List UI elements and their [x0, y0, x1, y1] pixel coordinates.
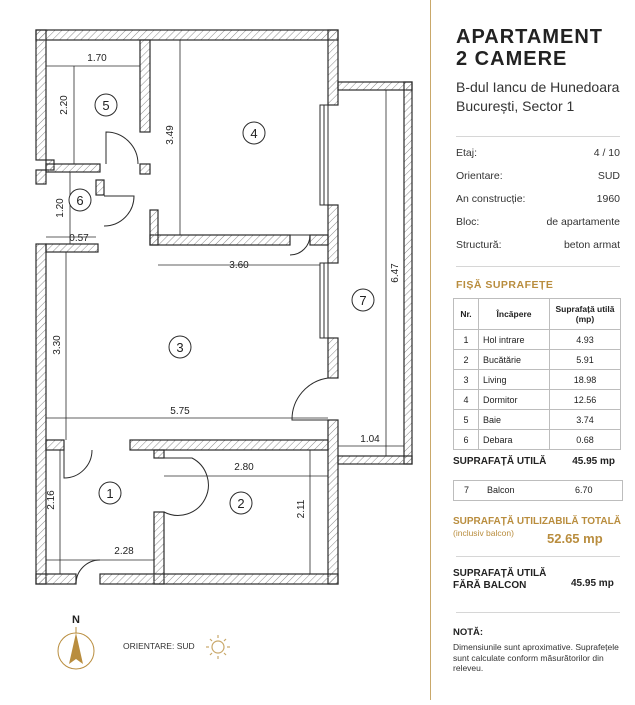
no-balcony-label: SUPRAFAȚĂ UTILĂ FĂRĂ BALCON [453, 568, 547, 591]
separator [456, 266, 620, 267]
table-row: 6 Debara 0.68 [454, 430, 621, 450]
dim-3-60: 3.60 [229, 260, 249, 271]
separator [456, 136, 620, 137]
useful-area-label: SUPRAFAȚĂ UTILĂ [453, 456, 547, 467]
table-row: 1 Hol intrare 4.93 [454, 330, 621, 350]
dim-5-75: 5.75 [170, 406, 190, 417]
table-row: 4 Dormitor 12.56 [454, 390, 621, 410]
divider [430, 0, 431, 700]
total-area-sublabel: (inclusiv balcon) [453, 528, 514, 538]
balcony-area: 6.70 [575, 485, 593, 495]
address-line-1: B-dul Iancu de Hunedoara [456, 79, 620, 95]
orientation-value: SUD [176, 641, 195, 651]
balcony-row [453, 480, 623, 501]
no-balcony-value: 45.95 mp [571, 578, 614, 589]
windows [320, 105, 328, 338]
total-area-label: SUPRAFAȚĂ UTILIZABILĂ TOTALĂ [453, 516, 621, 527]
note-text: Dimensiunile sunt aproximative. Suprafețele sunt calculate conform măsurătorilor din releveu. [453, 642, 619, 673]
room-label-2: 2 [237, 496, 245, 511]
doors [64, 132, 328, 584]
dim-3-49: 3.49 [165, 125, 176, 145]
dim-2-28: 2.28 [114, 546, 134, 557]
dim-1-70: 1.70 [87, 53, 107, 64]
separator [456, 612, 620, 613]
dim-3-30: 3.30 [52, 335, 63, 355]
north-compass-icon [58, 614, 94, 669]
title-line-1: APARTAMENT [456, 26, 604, 48]
note-title: NOTĂ: [453, 627, 484, 638]
header-nr: Nr. [454, 299, 479, 330]
address [456, 78, 619, 116]
table-row: 5 Baie 3.74 [454, 410, 621, 430]
useful-area-summary [453, 456, 621, 467]
room-label-1: 1 [106, 486, 114, 501]
balcony-nr: 7 [464, 485, 470, 495]
sun-icon [206, 635, 230, 659]
dim-0-57: 0.57 [69, 233, 89, 244]
dim-2-20: 2.20 [59, 95, 70, 115]
info-panel: APARTAMENT 2 CAMERE B-dul Iancu de Hunedoara București, Sector 1 Etaj: 4 / 10 Orientare: SUD An construcție: 1960 Bloc: de apartamente Structură: beton armat FIȘĂ SUPRAFEȚE Nr. Încăpere Suprafață utilă (mp) 1 Hol intrare 4.93 2 Bucătărie 5.91 3 Living 18.98 4 Dormitor 12.56 5 Baie 3.74 6 Debara 0.68 SUPRAFAȚĂ UTILĂ 45.95 mp 7 Balcon 6.70 SUPRAFAȚĂ UTILIZABILĂ TOTALĂ (inclusiv balcon) 52.65 mp SUPRAFAȚĂ UTILĂ FĂRĂ BALCON 45.95 mp NOTĂ: Dimensiunile sunt aproximative. Suprafețele sunt calculate conform măsurătorilor din releveu. [440, 0, 635, 700]
dim-2-11: 2.11 [296, 499, 307, 519]
dim-2-80: 2.80 [234, 462, 254, 473]
room-label-6: 6 [76, 193, 84, 208]
room-label-3: 3 [176, 340, 184, 355]
table-row: 2 Bucătărie 5.91 [454, 350, 621, 370]
table-row: 3 Living 18.98 [454, 370, 621, 390]
address-line-2: București, Sector 1 [456, 98, 575, 114]
room-label-7: 7 [359, 293, 367, 308]
dim-6-47: 6.47 [390, 263, 401, 283]
orientation-label: ORIENTARE: [123, 641, 175, 651]
surfaces-table [453, 298, 621, 450]
room-label-5: 5 [102, 98, 110, 113]
dim-2-16: 2.16 [46, 490, 57, 510]
surfaces-title: FIȘĂ SUPRAFEȚE [456, 279, 554, 291]
orientation-caption [123, 641, 195, 651]
room-label-4: 4 [250, 126, 258, 141]
balcony-room: Balcon [487, 485, 515, 495]
north-label: N [72, 614, 80, 626]
separator [456, 556, 620, 557]
header-area: Suprafață utilă (mp) [550, 299, 621, 330]
dim-1-20: 1.20 [55, 198, 66, 218]
apartment-title [456, 26, 603, 70]
total-area-value: 52.65 mp [547, 531, 603, 546]
dim-1-04: 1.04 [360, 434, 380, 445]
header-room: Încăpere [479, 299, 550, 330]
title-line-2: 2 CAMERE [456, 48, 568, 70]
table-header-row [454, 299, 621, 330]
useful-area-value: 45.95 mp [572, 456, 615, 467]
